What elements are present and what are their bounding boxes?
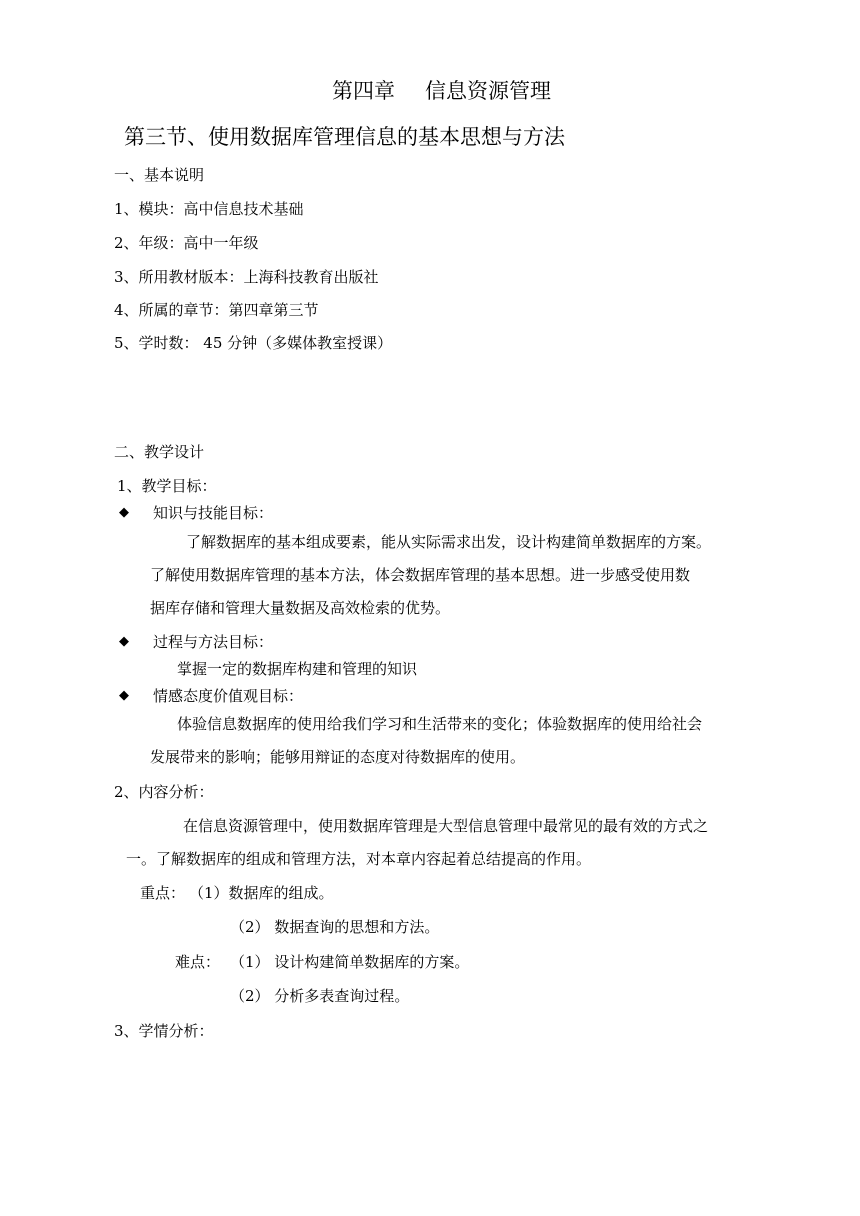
basic-item: 2、年级：高中一年级 — [114, 234, 259, 252]
knowledge-goal-line: 了解数据库的基本组成要素，能从实际需求出发，设计构建简单数据库的方案。 — [186, 533, 712, 551]
basic-heading: 一、基本说明 — [114, 166, 205, 184]
section-title: 第三节、使用数据库管理信息的基本思想与方法 — [124, 125, 565, 149]
bullet-diamond-icon: ◆ — [119, 634, 129, 649]
content-line: 在信息资源管理中，使用数据库管理是大型信息管理中最常见的最有效的方式之 — [183, 817, 709, 835]
key-points-label: 重点： — [140, 884, 186, 902]
basic-item: 1、模块：高中信息技术基础 — [114, 200, 304, 218]
difficult-point-item: （1） 设计构建简单数据库的方案。 — [230, 953, 470, 971]
key-point-item: （1）数据库的组成。 — [189, 884, 334, 902]
content-line: 一。了解数据库的组成和管理方法，对本章内容起着总结提高的作用。 — [126, 850, 592, 868]
knowledge-goal-label: 知识与技能目标： — [153, 504, 274, 522]
design-heading: 二、教学设计 — [114, 443, 205, 461]
basic-item: 4、所属的章节：第四章第三节 — [114, 301, 319, 319]
basic-item: 3、所用教材版本：上海科技教育出版社 — [114, 268, 379, 286]
emotion-goal-line: 体验信息数据库的使用给我们学习和生活带来的变化；体验数据库的使用给社会 — [177, 715, 703, 733]
content-heading: 2、内容分析： — [114, 783, 214, 801]
goals-heading: 1、教学目标： — [117, 477, 217, 495]
bullet-diamond-icon: ◆ — [119, 505, 129, 520]
process-goal-label: 过程与方法目标： — [153, 633, 274, 651]
basic-item: 5、学时数： 45 分钟（多媒体教室授课） — [114, 334, 393, 352]
knowledge-goal-line: 了解使用数据库管理的基本方法，体会数据库管理的基本思想。进一步感受使用数 — [150, 566, 691, 584]
chapter-number: 第四章 — [332, 79, 395, 103]
difficult-point-item: （2） 分析多表查询过程。 — [230, 987, 410, 1005]
key-point-item: （2） 数据查询的思想和方法。 — [230, 918, 440, 936]
process-goal-line: 掌握一定的数据库构建和管理的知识 — [177, 660, 418, 678]
chapter-title: 信息资源管理 — [425, 79, 551, 103]
knowledge-goal-line: 据库存储和管理大量数据及高效检索的优势。 — [150, 599, 451, 617]
learner-analysis-heading: 3、学情分析： — [114, 1022, 214, 1040]
difficult-points-label: 难点： — [175, 953, 221, 971]
bullet-diamond-icon: ◆ — [119, 688, 129, 703]
emotion-goal-label: 情感态度价值观目标： — [153, 687, 304, 705]
emotion-goal-line: 发展带来的影响；能够用辩证的态度对待数据库的使用。 — [150, 748, 526, 766]
